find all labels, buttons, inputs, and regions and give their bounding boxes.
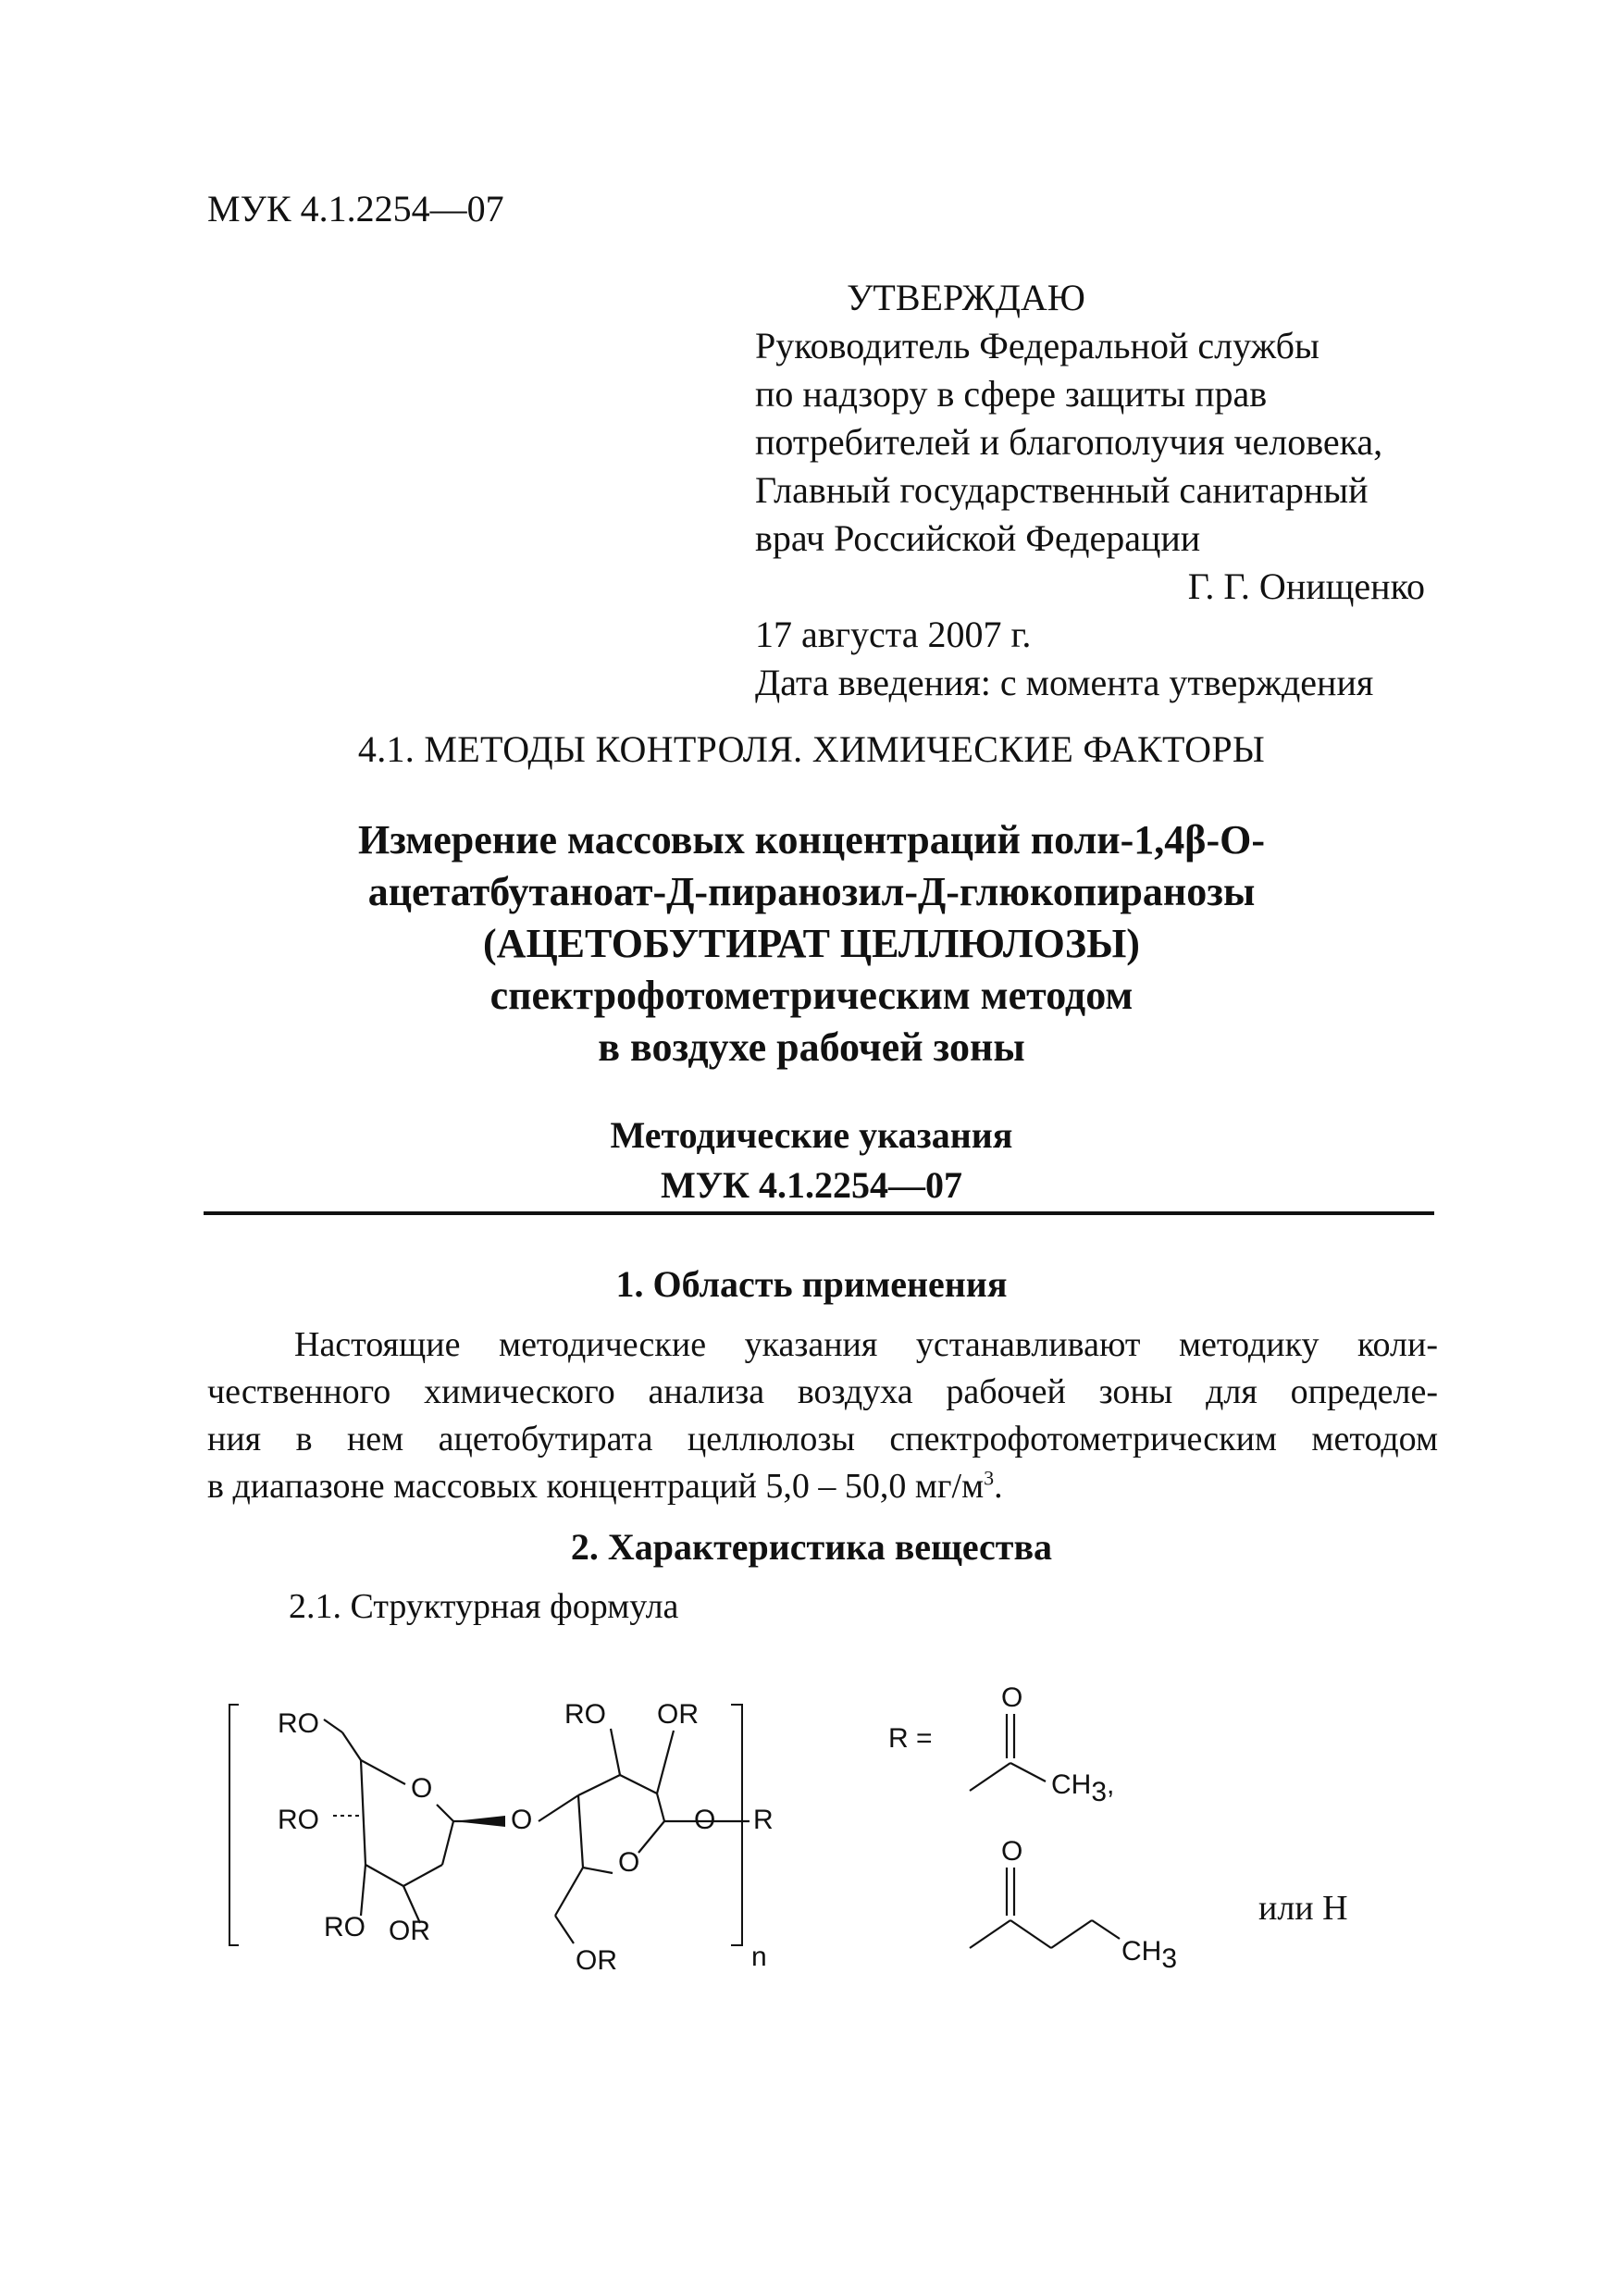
approval-line: Главный государственный санитарный xyxy=(755,469,1369,511)
approval-block xyxy=(755,274,1436,707)
label-ro: RO xyxy=(278,1708,319,1739)
scope-paragraph xyxy=(207,1322,1438,1510)
title-line: Измерение массовых концентраций поли-1,4β-O- xyxy=(358,817,1265,863)
label-o: O xyxy=(511,1805,533,1835)
label-ro: RO xyxy=(564,1699,606,1730)
section-1-heading: 1. Область применения xyxy=(615,1263,1008,1305)
title-line: (АЦЕТОБУТИРАТ ЦЕЛЛЮЛОЗЫ) xyxy=(483,921,1140,966)
label-r: R xyxy=(753,1805,774,1835)
label-or: OR xyxy=(576,1945,617,1976)
right-bracket xyxy=(731,1705,742,1945)
title-line: ацетатбутаноат-Д-пиранозил-Д-глюкопиранозы xyxy=(367,869,1256,914)
paragraph-line: ния в нем ацетобутирата целлюлозы спектрофотометрическим методом xyxy=(207,1420,1438,1458)
approval-stamp: УТВЕРЖДАЮ xyxy=(847,277,1085,318)
label-ro: RO xyxy=(324,1912,365,1942)
label-o: O xyxy=(411,1773,433,1804)
acetyl-group xyxy=(970,1714,1046,1791)
approval-effective-date: Дата введения: с момента утверждения xyxy=(755,662,1374,703)
approval-line: по надзору в сфере защиты прав xyxy=(755,373,1268,415)
label-or-h: или H xyxy=(1258,1889,1348,1928)
approval-signatory: Г. Г. Онищенко xyxy=(1187,565,1425,607)
label-or: OR xyxy=(657,1699,699,1730)
section-header: 4.1. МЕТОДЫ КОНТРОЛЯ. ХИМИЧЕСКИЕ ФАКТОРЫ xyxy=(357,728,1266,770)
label-o: O xyxy=(618,1847,640,1878)
label-o: O xyxy=(1001,1682,1023,1713)
title-line: в воздухе рабочей зоны xyxy=(598,1024,1025,1070)
label-ch3: CH3 xyxy=(1121,1936,1178,1974)
horizontal-rule xyxy=(204,1211,1434,1215)
label-or: OR xyxy=(389,1916,430,1946)
subsection-2-1: 2.1. Структурная формула xyxy=(289,1587,679,1626)
butyryl-group xyxy=(970,1868,1120,1948)
label-o: O xyxy=(1001,1836,1023,1867)
approval-line: врач Российской Федерации xyxy=(755,517,1201,559)
paragraph-line-text: в диапазоне массовых концентраций 5,0 – 50,0 мг/м xyxy=(207,1467,985,1506)
label-ch3: CH3, xyxy=(1051,1769,1115,1807)
doc-type-code: МУК 4.1.2254—07 xyxy=(660,1164,963,1206)
label-n: n xyxy=(751,1942,767,1972)
structural-formula xyxy=(222,1675,1462,1980)
end-punct: . xyxy=(994,1467,1003,1506)
label-r-equals: R = xyxy=(888,1723,933,1754)
left-bracket xyxy=(229,1705,239,1945)
document-type xyxy=(0,1111,1623,1210)
approval-line: Руководитель Федеральной службы xyxy=(755,325,1319,366)
paragraph-line-last xyxy=(207,1463,1438,1510)
paragraph-line: чественного химического анализа воздуха рабочей зоны для определе- xyxy=(207,1372,1438,1411)
document-code: МУК 4.1.2254—07 xyxy=(207,188,504,230)
label-ro: RO xyxy=(278,1805,319,1835)
label-o: O xyxy=(694,1805,716,1835)
title-line: спектрофотометрическим методом xyxy=(489,973,1134,1018)
approval-line: потребителей и благополучия человека, xyxy=(755,421,1383,463)
wedge-bond xyxy=(453,1816,505,1827)
approval-date: 17 августа 2007 г. xyxy=(755,614,1032,655)
paragraph-line: Настоящие методические указания устанавливают методику коли- xyxy=(294,1325,1438,1364)
ring-2 xyxy=(539,1729,750,1943)
section-2-heading: 2. Характеристика вещества xyxy=(570,1526,1053,1568)
doc-type-label: Методические указания xyxy=(610,1114,1013,1156)
unit-superscript: 3 xyxy=(984,1466,995,1490)
document-title xyxy=(0,814,1623,1074)
